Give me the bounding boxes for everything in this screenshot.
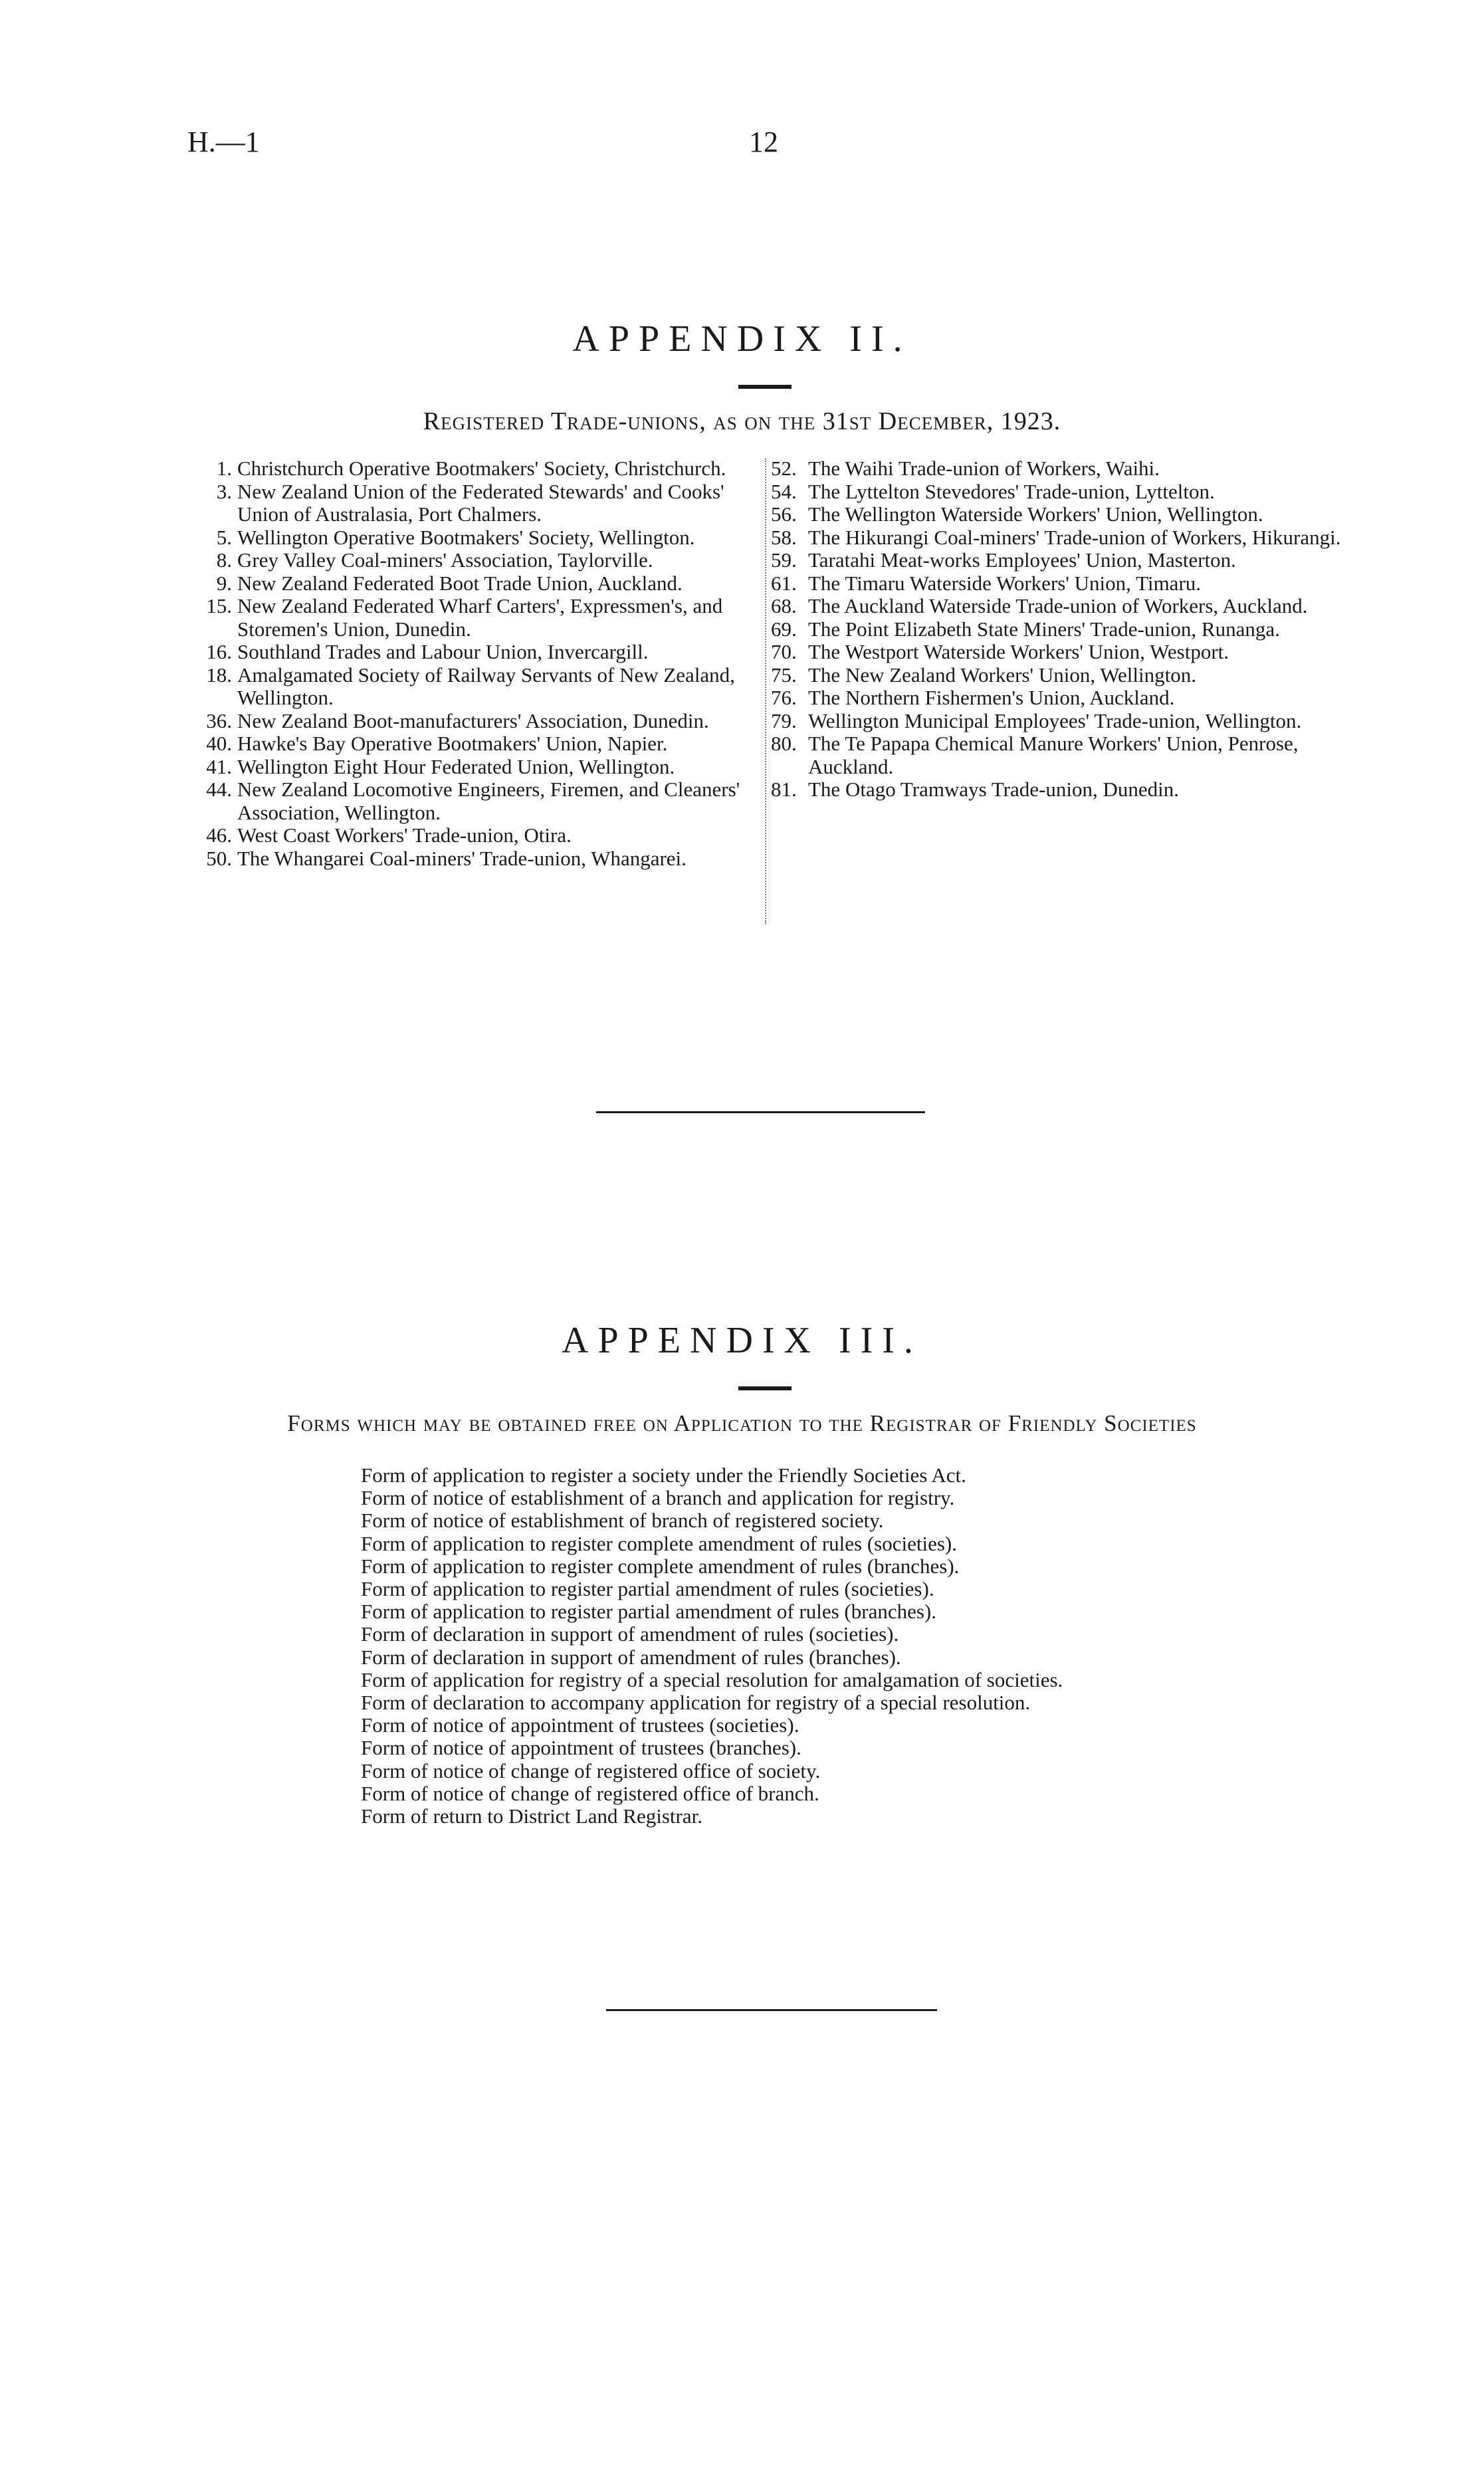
union-entry-left (191, 778, 762, 824)
union-number: 52. (771, 457, 797, 480)
union-entry-right (771, 732, 1342, 778)
union-name: Taratahi Meat-works Employees' Union, Masterton. (808, 548, 1236, 572)
union-name: The Lyttelton Stevedores' Trade-union, Lyttelton. (808, 479, 1215, 503)
union-entry-right (771, 664, 1342, 687)
union-entry-right (771, 481, 1342, 504)
union-entry-left (191, 824, 762, 847)
union-number: 59. (771, 548, 797, 572)
union-entry-right (771, 778, 1342, 802)
union-name: Grey Valley Coal-miners' Association, Taylorville. (237, 548, 653, 572)
union-number: 50. (206, 846, 232, 870)
union-entry-left (191, 732, 762, 756)
union-number: 56. (771, 502, 797, 526)
union-name: Wellington Eight Hour Federated Union, Wellington. (237, 754, 675, 778)
union-number: 46. (206, 823, 232, 847)
form-item: Form of notice of change of registered office of branch. (361, 1781, 819, 1805)
appendix-iii-title: APPENDIX III. (562, 1320, 922, 1361)
union-name: New Zealand Federated Wharf Carters', Expressmen's, and Storemen's Union, Dunedin. (237, 594, 723, 641)
union-number: 68. (771, 594, 797, 617)
union-number: 69. (771, 617, 797, 641)
union-name: New Zealand Boot-manufacturers' Association, Dunedin. (237, 708, 709, 732)
union-name: Wellington Municipal Employees' Trade-union, Wellington. (808, 708, 1302, 732)
form-item: Form of application to register complete amendment of rules (branches). (361, 1554, 960, 1578)
union-number: 75. (771, 663, 797, 687)
union-number: 16. (206, 640, 232, 663)
union-entry-right (771, 618, 1342, 641)
form-item: Form of notice of appointment of trustees (branches). (361, 1736, 801, 1760)
trade-unions-right-column (771, 457, 1342, 802)
form-item: Form of declaration to accompany application for registry of a special resolution. (361, 1691, 1031, 1715)
section-divider-rule (596, 1111, 925, 1113)
union-name: Christchurch Operative Bootmakers' Society, Christchurch. (237, 457, 726, 480)
union-number: 40. (206, 732, 232, 755)
union-entry-right (771, 549, 1342, 572)
appendix-ii-title: APPENDIX II. (572, 318, 912, 360)
union-entry-left (191, 710, 762, 733)
union-name: Wellington Operative Bootmakers' Society, Wellington. (237, 525, 695, 549)
union-name: The Otago Tramways Trade-union, Dunedin. (808, 778, 1179, 801)
union-entry-left (191, 572, 762, 595)
union-name: The Auckland Waterside Trade-union of Workers, Auckland. (808, 594, 1308, 617)
union-name: West Coast Workers' Trade-union, Otira. (237, 823, 572, 847)
document-reference: H.—1 (187, 126, 260, 158)
union-number: 61. (771, 571, 797, 595)
union-name: The Northern Fishermen's Union, Auckland. (808, 686, 1175, 709)
union-name: The Westport Waterside Workers' Union, Westport. (808, 640, 1229, 663)
appendix-iii-subtitle: Forms which may be obtained free on Application to the Registrar of Friendly Societies (287, 1410, 1197, 1436)
bottom-divider-rule (606, 2009, 937, 2011)
union-entry-right (771, 503, 1342, 526)
union-number: 80. (771, 732, 797, 755)
union-entry-right (771, 526, 1342, 550)
union-number: 41. (206, 754, 232, 778)
forms-list (361, 1464, 1063, 1828)
union-number: 3. (216, 479, 232, 503)
union-entry-left (191, 595, 762, 641)
form-item: Form of notice of establishment of branch of registered society. (361, 1509, 884, 1533)
form-item: Form of notice of change of registered office of society. (361, 1759, 821, 1782)
union-entry-right (771, 641, 1342, 664)
form-item: Form of return to District Land Registrar. (361, 1804, 702, 1828)
union-name: New Zealand Locomotive Engineers, Firemen, and Cleaners' Association, Wellington. (237, 778, 740, 824)
page-number: 12 (749, 126, 778, 158)
union-number: 81. (771, 778, 797, 801)
union-number: 76. (771, 686, 797, 709)
union-entry-right (771, 710, 1342, 733)
union-number: 8. (216, 548, 232, 572)
form-item: Form of declaration in support of amendment of rules (branches). (361, 1645, 901, 1669)
union-entry-left (191, 664, 762, 710)
union-entry-right (771, 687, 1342, 710)
union-entry-left (191, 756, 762, 779)
union-name: The Point Elizabeth State Miners' Trade-union, Runanga. (808, 617, 1280, 641)
form-item: Form of notice of appointment of trustees (societies). (361, 1713, 799, 1737)
union-number: 9. (216, 571, 232, 595)
union-name: Hawke's Bay Operative Bootmakers' Union, Napier. (237, 732, 668, 755)
form-item: Form of application to register partial amendment of rules (branches). (361, 1600, 936, 1624)
union-name: New Zealand Federated Boot Trade Union, Auckland. (237, 571, 683, 595)
appendix-ii-title-rule (738, 385, 792, 389)
union-number: 44. (206, 778, 232, 801)
union-name: Amalgamated Society of Railway Servants of New Zealand, Wellington. (237, 663, 735, 709)
union-number: 1. (216, 457, 232, 480)
form-item: Form of application to register complete amendment of rules (societies). (361, 1531, 958, 1555)
union-entry-right (771, 457, 1342, 481)
union-name: New Zealand Union of the Federated Stewards' and Cooks' Union of Australasia, Port Chalmers. (237, 479, 724, 526)
union-entry-left (191, 847, 762, 871)
trade-unions-left-column (191, 457, 762, 870)
union-number: 18. (206, 663, 232, 687)
union-name: The Hikurangi Coal-miners' Trade-union of Workers, Hikurangi. (808, 525, 1341, 549)
union-entry-left (191, 549, 762, 572)
union-name: The Te Papapa Chemical Manure Workers' Union, Penrose, Auckland. (808, 732, 1299, 778)
union-entry-right (771, 572, 1342, 595)
union-entry-left (191, 641, 762, 664)
union-number: 36. (206, 708, 232, 732)
union-number: 15. (206, 594, 232, 617)
union-number: 5. (216, 525, 232, 549)
form-item: Form of application to register partial amendment of rules (societies). (361, 1577, 934, 1601)
union-name: Southland Trades and Labour Union, Invercargill. (237, 640, 649, 663)
union-name: The Wellington Waterside Workers' Union, Wellington. (808, 502, 1263, 526)
union-name: The Whangarei Coal-miners' Trade-union, Whangarei. (237, 846, 687, 870)
union-entry-left (191, 481, 762, 526)
form-item: Form of application for registry of a special resolution for amalgamation of societies. (361, 1667, 1063, 1691)
appendix-iii-title-rule (738, 1386, 792, 1390)
union-name: The Timaru Waterside Workers' Union, Timaru. (808, 571, 1202, 595)
union-number: 54. (771, 479, 797, 503)
appendix-ii-subtitle: Registered Trade-unions, as on the 31st December, 1923. (423, 407, 1061, 435)
union-entry-left (191, 457, 762, 481)
union-number: 58. (771, 525, 797, 549)
form-item: Form of application to register a society under the Friendly Societies Act. (361, 1463, 966, 1487)
union-entry-left (191, 526, 762, 550)
column-divider (765, 459, 766, 924)
form-item: Form of notice of establishment of a branch and application for registry. (361, 1486, 955, 1510)
union-number: 70. (771, 640, 797, 663)
union-entry-right (771, 595, 1342, 618)
union-name: The Waihi Trade-union of Workers, Waihi. (808, 457, 1160, 480)
form-item: Form of declaration in support of amendment of rules (societies). (361, 1622, 899, 1646)
union-name: The New Zealand Workers' Union, Wellington. (808, 663, 1197, 687)
union-number: 79. (771, 708, 797, 732)
